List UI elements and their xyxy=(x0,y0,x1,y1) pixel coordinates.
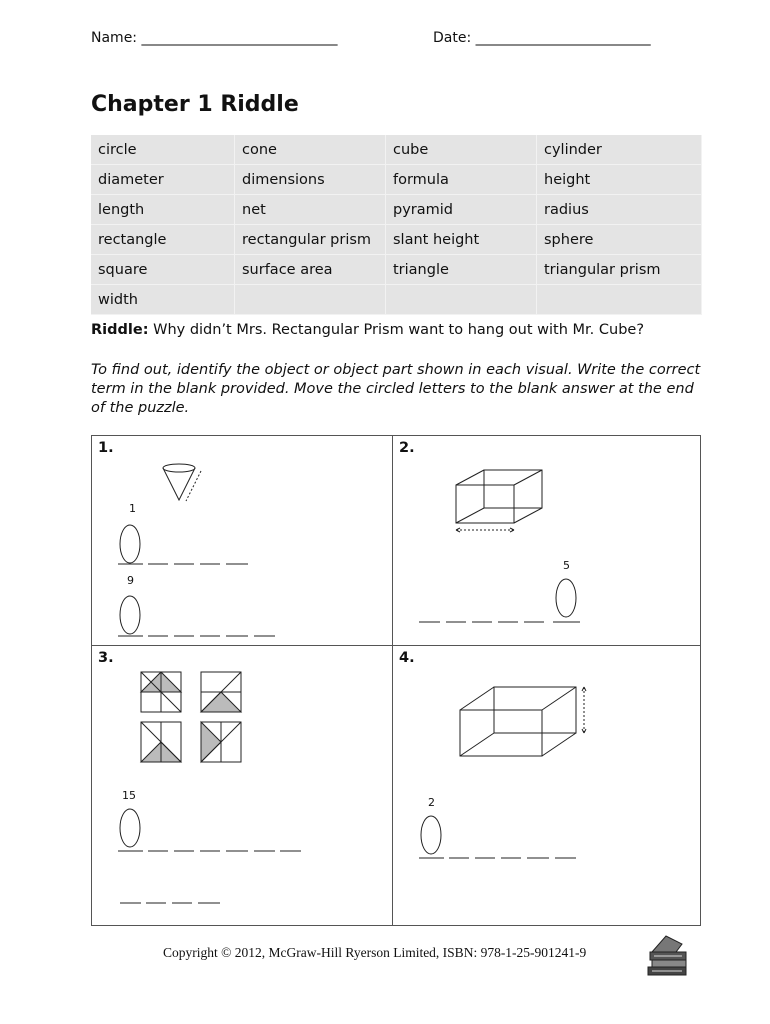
word-cell: triangle xyxy=(386,255,537,285)
letter-number-5: 5 xyxy=(563,559,570,572)
date-field-label: Date: _________________________ xyxy=(433,30,651,46)
letter-number-1: 1 xyxy=(129,502,136,515)
word-cell: width xyxy=(91,285,235,315)
word-cell: circle xyxy=(91,135,235,165)
word-cell: length xyxy=(91,195,235,225)
instructions: To find out, identify the object or object part shown in each visual. Write the correct term in the blank provided. Move the circled letters to the blank answer at the end of the puzzle. xyxy=(91,362,701,416)
word-cell: triangular prism xyxy=(537,255,702,285)
word-cell: slant height xyxy=(386,225,537,255)
word-cell: dimensions xyxy=(235,165,386,195)
question-2-number: 2. xyxy=(399,440,415,456)
word-cell: diameter xyxy=(91,165,235,195)
rectangular-prism-diagram-width xyxy=(456,470,542,532)
circled-letter-blank[interactable] xyxy=(421,816,441,854)
word-cell: cube xyxy=(386,135,537,165)
word-cell: formula xyxy=(386,165,537,195)
letter-number-15: 15 xyxy=(122,789,136,802)
letter-number-2: 2 xyxy=(428,796,435,809)
word-cell: sphere xyxy=(537,225,702,255)
cone-diagram xyxy=(163,464,201,501)
word-cell: height xyxy=(537,165,702,195)
page-title: Chapter 1 Riddle xyxy=(91,92,299,117)
word-cell: pyramid xyxy=(386,195,537,225)
word-cell: radius xyxy=(537,195,702,225)
book-stack-icon xyxy=(648,936,686,975)
word-cell: net xyxy=(235,195,386,225)
word-cell: cone xyxy=(235,135,386,165)
name-field-label: Name: ____________________________ xyxy=(91,30,338,46)
copyright-footer: Copyright © 2012, McGraw-Hill Ryerson Limited, ISBN: 978-1-25-901241-9 xyxy=(163,945,587,960)
question-1-number: 1. xyxy=(98,440,114,456)
word-cell: cylinder xyxy=(537,135,702,165)
question-4-number: 4. xyxy=(399,650,415,666)
circled-letter-blank[interactable] xyxy=(556,579,576,617)
circled-letter-blank[interactable] xyxy=(120,809,140,847)
word-cell: rectangular prism xyxy=(235,225,386,255)
question-3-number: 3. xyxy=(98,650,114,666)
riddle-text: Why didn’t Mrs. Rectangular Prism want to hang out with Mr. Cube? xyxy=(148,322,645,338)
folded-net-diagrams xyxy=(141,672,241,762)
word-cell: surface area xyxy=(235,255,386,285)
circled-letter-blank[interactable] xyxy=(120,596,140,634)
circled-letter-blank[interactable] xyxy=(120,525,140,563)
riddle-label: Riddle: xyxy=(91,322,149,338)
rectangular-prism-diagram-height xyxy=(460,687,586,756)
letter-number-9: 9 xyxy=(127,574,134,587)
word-cell: rectangle xyxy=(91,225,235,255)
word-cell: square xyxy=(91,255,235,285)
